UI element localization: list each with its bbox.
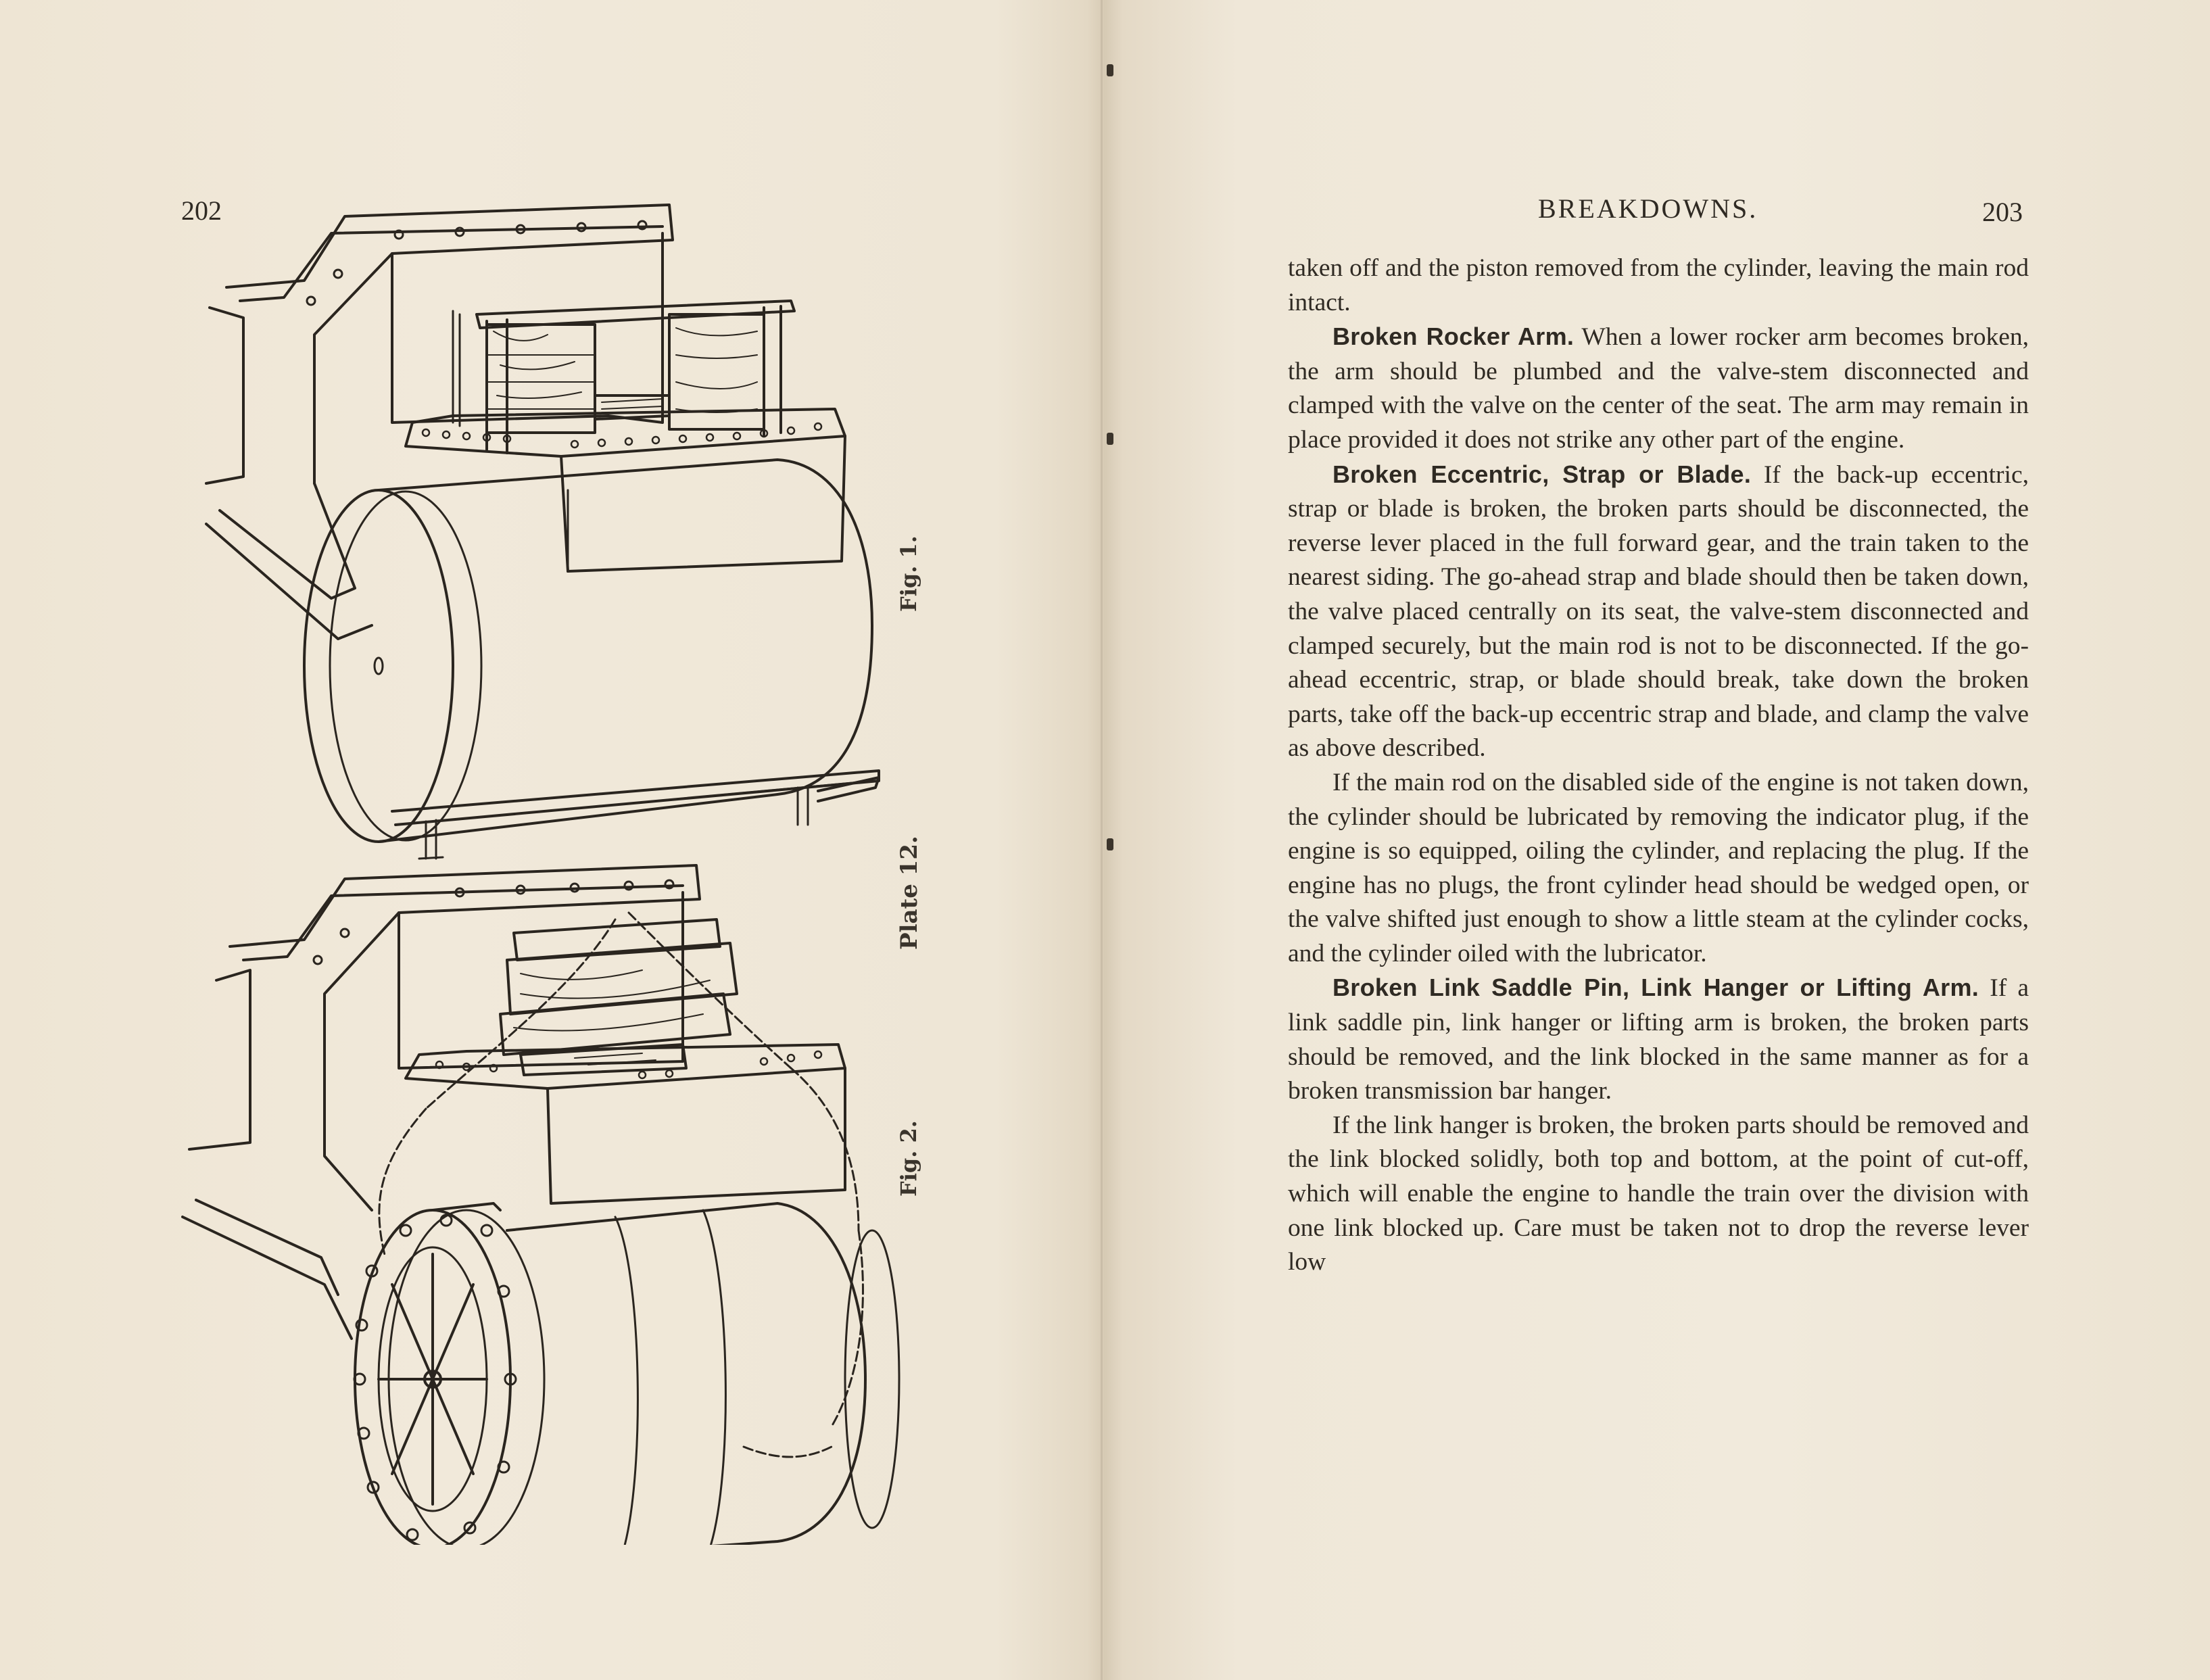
paragraph-text: If a link saddle pin, link hanger or lifting arm is broken, the broken parts should be removed, and the link blocked in the same manner as for a broken transmission bar hanger.: [1288, 974, 2029, 1105]
paragraph-eccentric: [1288, 458, 2029, 766]
fig2-drawing: [183, 865, 899, 1545]
paragraph-link-saddle: [1288, 971, 2029, 1108]
page-number-left: 202: [181, 195, 222, 226]
paragraph-text: taken off and the piston removed from the cylinder, leaving the main rod intact.: [1288, 254, 2029, 316]
paragraph-link-hanger: [1288, 1109, 2029, 1280]
section-heading: Broken Rocker Arm.: [1332, 322, 1575, 351]
section-heading: Broken Eccentric, Strap or Blade.: [1332, 460, 1752, 488]
plate-caption: Plate 12.: [896, 836, 923, 950]
binding-notch: [1107, 838, 1113, 850]
binding-notch: [1107, 64, 1113, 76]
running-head: BREAKDOWNS.: [1538, 193, 1758, 224]
paragraph-text: If the back-up eccentric, strap or blade is broken, the broken parts should be disconnected, the reverse lever placed in the full forward gear, and the train taken to the nearest siding. The go-ahead strap and blade should then be taken down, the valve placed centrally on its seat, the valve-stem disconnected and clamped securely, but the main rod is not to be disconnected. If the go-ahead eccentric, strap, or blade should break, take down the broken parts, take off the back-up eccentric strap and blade, and clamp the valve as above described.: [1288, 460, 2029, 763]
book-gutter: [1101, 0, 1103, 1680]
fig1-drawing: [206, 205, 879, 859]
fig2-caption: Fig. 2.: [896, 1120, 921, 1197]
fig1-caption: Fig. 1.: [896, 535, 921, 612]
page-number-right: 203: [1982, 197, 2023, 227]
section-heading: Broken Link Saddle Pin, Link Hanger or Lifting Arm.: [1332, 974, 1979, 1002]
body-text: [1288, 251, 2029, 1280]
paragraph-rocker-arm: [1288, 320, 2029, 457]
paragraph-main-rod: [1288, 766, 2029, 971]
paragraph-text: If the main rod on the disabled side of the engine is not taken down, the cylinder should be lubricated by removing the indicator plug, if the engine is so equipped, oiling the cylinder, and replacing the plug. If the engine has no plugs, the front cylinder head should be wedged open, or the valve shifted just enough to show a little steam at the cylinder cocks, and the cylinder oiled with the lubricator.: [1288, 768, 2029, 967]
binding-notch: [1107, 433, 1113, 445]
paragraph-text: When a lower rocker arm becomes broken, the arm should be plumbed and the valve-stem disconnected and clamped with the valve on the center of the seat. The arm may remain in place provided it does not strike any other part of the engine.: [1288, 323, 2029, 454]
paragraph-1: [1288, 251, 2029, 320]
paragraph-text: If the link hanger is broken, the broken parts should be removed and the link blocked solidly, both top and bottom, at the point of cut-off, which will enable the engine to handle the train over the division with one link blocked up. Care must be taken not to drop the reverse lever low: [1288, 1111, 2029, 1276]
